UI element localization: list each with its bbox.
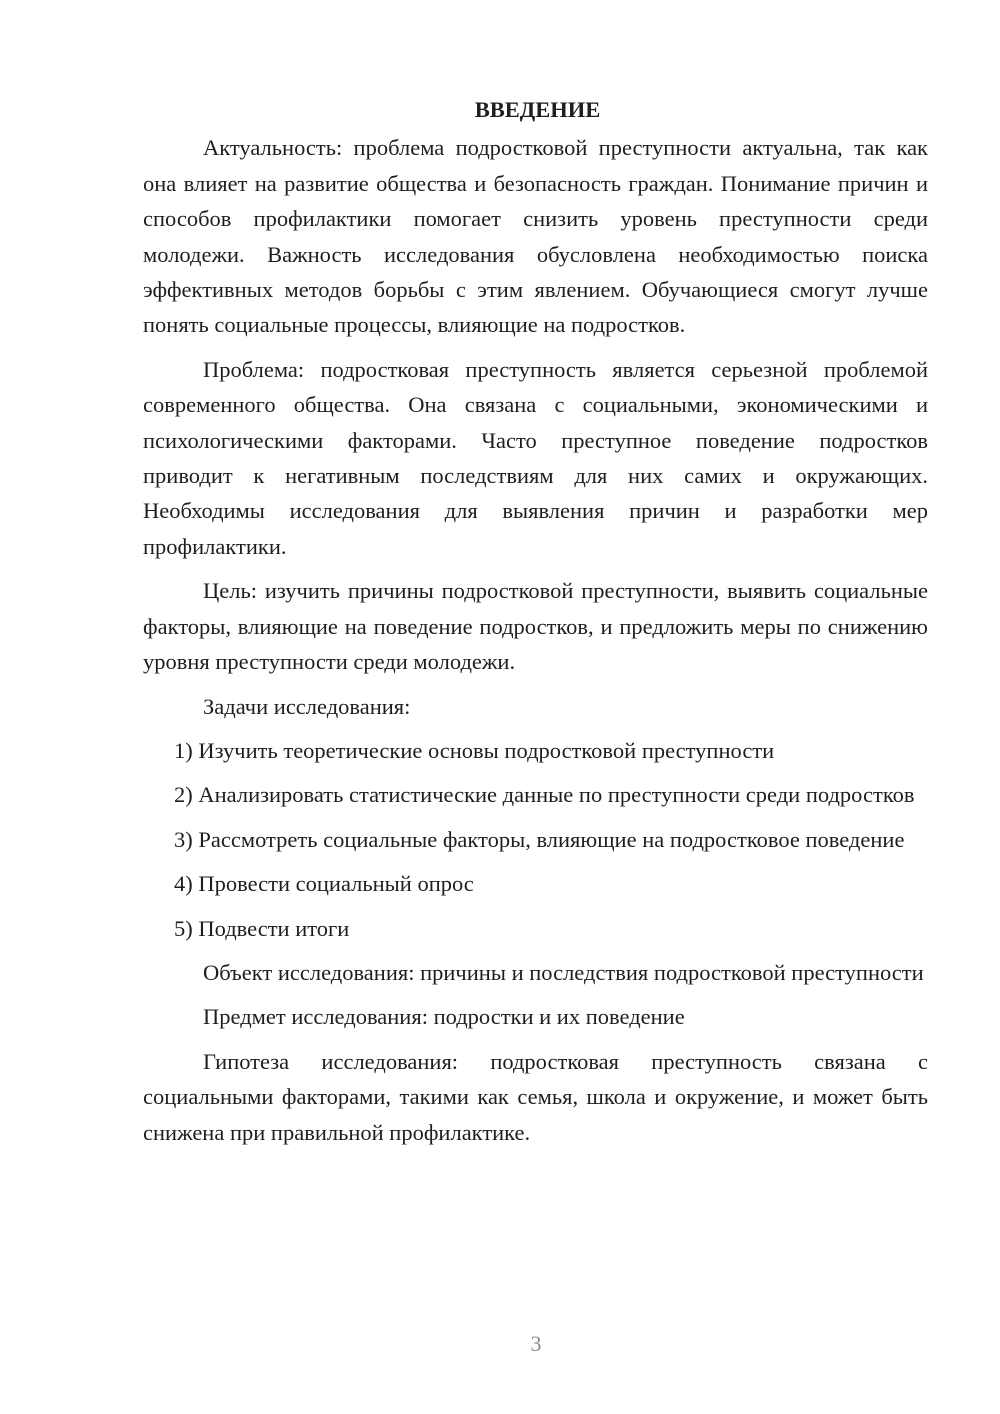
document-body [143,92,928,1159]
goal-paragraph: Цель: изучить причины подростковой преступности, выявить социальные факторы, влияющие на поведение подростков, и предложить меры по снижению уровня преступности среди молодежи. [143,578,928,675]
object-paragraph: Объект исследования: причины и последствия подростковой преступности [203,959,924,985]
subject-paragraph: Предмет исследования: подростки и их поведение [203,1004,685,1030]
task-item: 5) Подвести итоги [174,915,350,941]
task-item: 3) Рассмотреть социальные факторы, влияющие на подростковое поведение [174,826,905,852]
problem-paragraph: Проблема: подростковая преступность является серьезной проблемой современного общества. Она связана с социальными, экономическими и психологическими факторами. Часто преступное поведение подростков приводит к негативным последствиям для них самих и окружающих. Необходимы исследования для выявления причин и разработки мер профилактики. [143,356,928,559]
hypothesis-paragraph: Гипотеза исследования: подростковая преступность связана с социальными факторами, такими как семья, школа и окружение, и может быть снижена при правильной профилактике. [143,1048,928,1145]
page-number: 3 [530,1331,542,1356]
task-item: 4) Провести социальный опрос [174,871,474,897]
tasks-heading: Задачи исследования: [203,693,411,719]
task-item: 2) Анализировать статистические данные по преступности среди подростков [174,782,915,808]
task-item: 1) Изучить теоретические основы подростковой преступности [174,737,775,763]
section-heading: ВВЕДЕНИЕ [474,97,601,122]
relevance-paragraph: Актуальность: проблема подростковой преступности актуальна, так как она влияет на развитие общества и безопасность граждан. Понимание причин и способов профилактики помогает снизить уровень преступности среди молодежи. Важность исследования обусловлена необходимостью поиска эффективных методов борьбы с этим явлением. Обучающиеся смогут лучше понять социальные процессы, влияющие на подростков. [143,135,928,338]
